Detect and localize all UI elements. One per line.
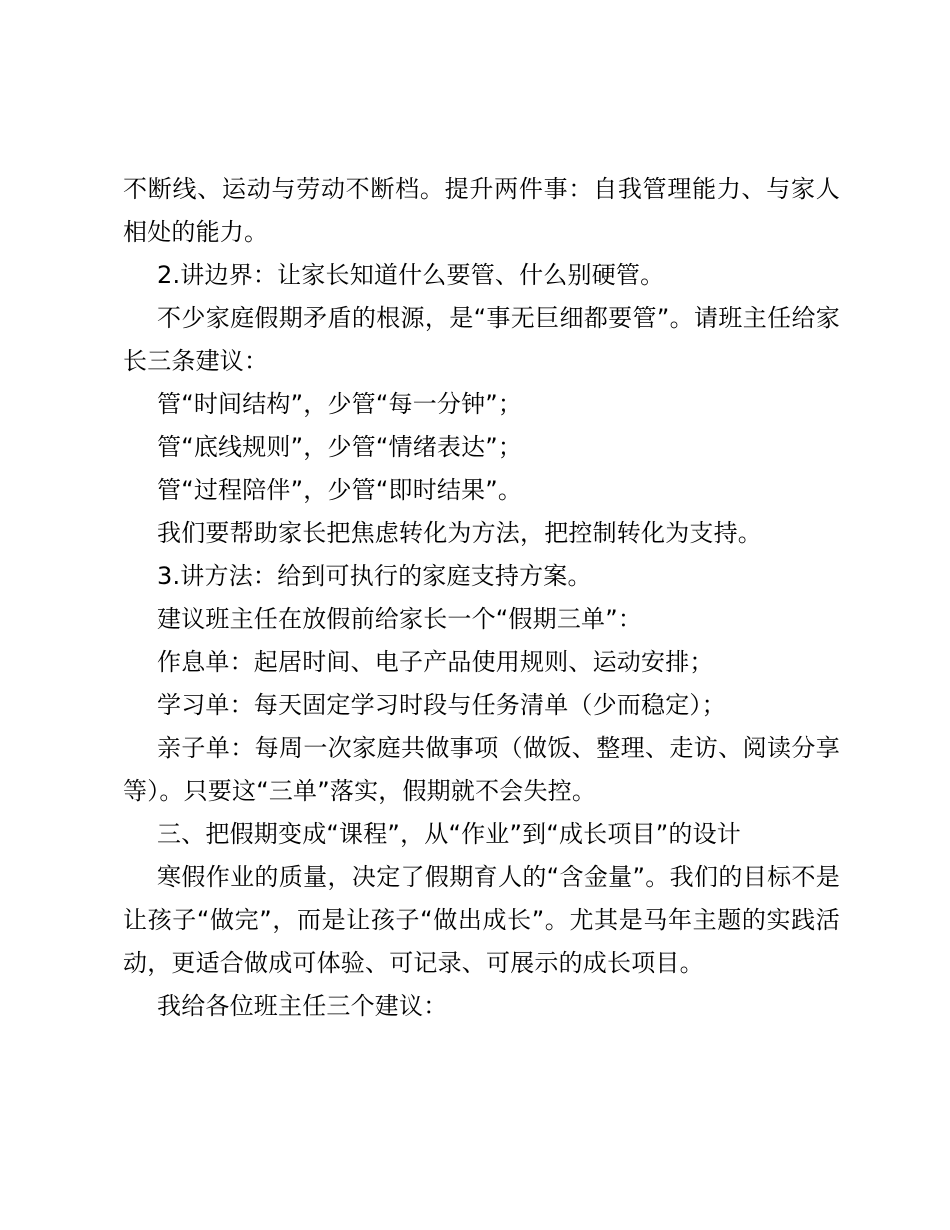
paragraph-family-conflict: 不少家庭假期矛盾的根源，是“事无巨细都要管”。请班主任给家长三条建议： <box>123 304 840 375</box>
paragraph-homework-quality: 寒假作业的质量，决定了假期育人的“含金量”。我们的目标不是让孩子“做完”，而是让孩子“做出成长”。尤其是马年主题的实践活动，更适合做成可体验、可记录、可展示的成长项目。 <box>123 863 840 977</box>
paragraph-three-lists-intro: 建议班主任在放假前给家长一个“假期三单”： <box>157 605 643 633</box>
section-heading-curriculum: 三、把假期变成“课程”，从“作业”到“成长项目”的设计 <box>157 820 741 848</box>
advice-item-time: 管“时间结构”，少管“每一分钟”； <box>157 390 523 418</box>
list-item-study: 学习单：每天固定学习时段与任务清单（少而稳定）； <box>157 691 726 719</box>
advice-item-process: 管“过程陪伴”，少管“即时结果”。 <box>157 476 523 504</box>
paragraph-anxiety-to-method: 我们要帮助家长把焦虑转化为方法，把控制转化为支持。 <box>157 519 762 547</box>
paragraph-continuation: 不断线、运动与劳动不断档。提升两件事：自我管理能力、与家人相处的能力。 <box>123 175 840 246</box>
section-heading-methods: 3.讲方法：给到可执行的家庭支持方案。 <box>157 562 592 590</box>
list-item-schedule: 作息单：起居时间、电子产品使用规则、运动安排； <box>157 648 714 676</box>
body-text <box>123 168 840 1028</box>
list-item-parent-child: 亲子单：每周一次家庭共做事项（做饭、整理、走访、阅读分享等）。只要这“三单”落实，假期就不会失控。 <box>123 734 840 805</box>
section-heading-boundaries: 2.讲边界：让家长知道什么要管、什么别硬管。 <box>157 261 665 289</box>
advice-item-rules: 管“底线规则”，少管“情绪表达”； <box>157 433 523 461</box>
paragraph-three-suggestions: 我给各位班主任三个建议： <box>157 992 448 1020</box>
